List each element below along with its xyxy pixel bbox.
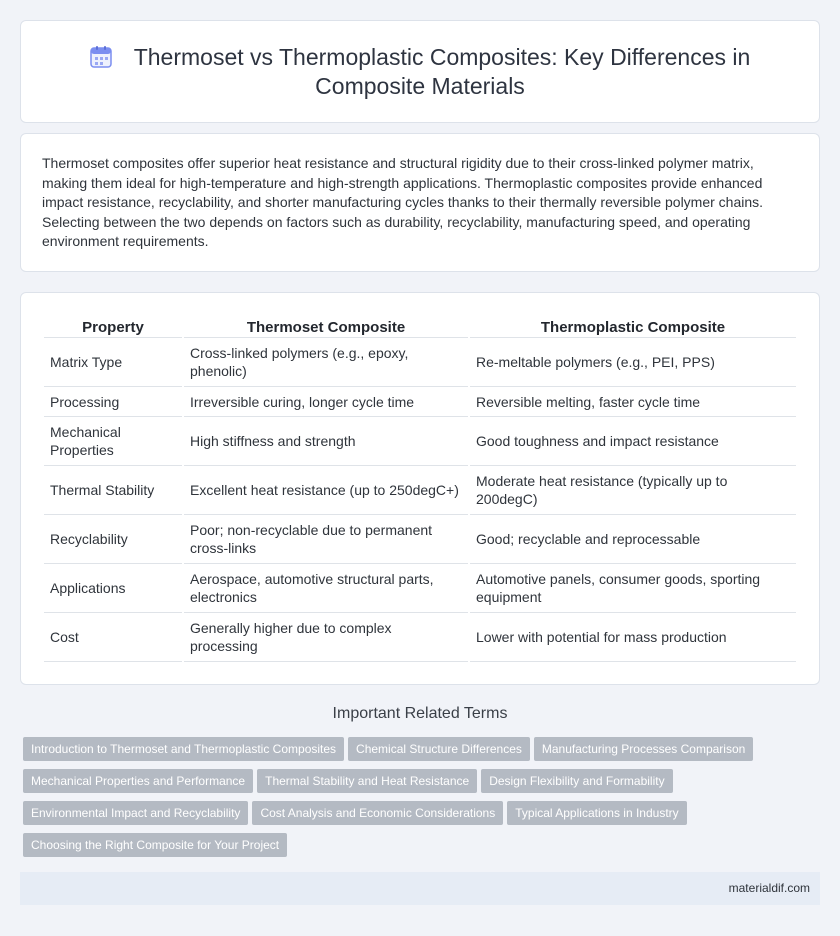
thermoset-cell: Poor; non-recyclable due to permanent cross-links [184, 515, 468, 564]
property-cell: Matrix Type [44, 338, 182, 387]
page-title: Thermoset vs Thermoplastic Composites: Key Differences in Composite Materials [133, 44, 751, 99]
title-card [20, 20, 820, 123]
table-row [44, 387, 796, 417]
related-term-link[interactable]: Manufacturing Processes Comparison [534, 737, 753, 761]
column-header-thermoplastic: Thermoplastic Composite [470, 315, 796, 338]
table-row [44, 564, 796, 613]
footer-site-name[interactable]: materialdif.com [728, 881, 810, 895]
table-row [44, 417, 796, 466]
column-header-property: Property [44, 315, 182, 338]
related-term-link[interactable]: Design Flexibility and Formability [481, 769, 672, 793]
related-term-link[interactable]: Typical Applications in Industry [507, 801, 686, 825]
thermoset-cell: High stiffness and strength [184, 417, 468, 466]
related-terms-heading: Important Related Terms [332, 705, 508, 722]
thermoset-cell: Cross-linked polymers (e.g., epoxy, phenolic) [184, 338, 468, 387]
table-header-row [44, 315, 796, 338]
comparison-card [20, 292, 820, 685]
thermoplastic-cell: Good toughness and impact resistance [470, 417, 796, 466]
property-cell: Processing [44, 387, 182, 417]
related-term-link[interactable]: Cost Analysis and Economic Considerations [252, 801, 503, 825]
intro-card [20, 133, 820, 272]
comparison-table [42, 315, 798, 662]
property-cell: Mechanical Properties [44, 417, 182, 466]
calendar-icon [90, 46, 112, 68]
related-term-link[interactable]: Introduction to Thermoset and Thermoplastic Composites [23, 737, 344, 761]
related-term-link[interactable]: Chemical Structure Differences [348, 737, 530, 761]
thermoset-cell: Aerospace, automotive structural parts, electronics [184, 564, 468, 613]
table-row [44, 613, 796, 662]
table-row [44, 466, 796, 515]
related-terms-list [23, 737, 803, 865]
thermoplastic-cell: Moderate heat resistance (typically up to 200degC) [470, 466, 796, 515]
footer-bar [20, 872, 820, 905]
page-title-wrap [81, 43, 759, 101]
thermoplastic-cell: Lower with potential for mass production [470, 613, 796, 662]
thermoset-cell: Generally higher due to complex processing [184, 613, 468, 662]
column-header-thermoset: Thermoset Composite [184, 315, 468, 338]
thermoplastic-cell: Re-meltable polymers (e.g., PEI, PPS) [470, 338, 796, 387]
thermoplastic-cell: Good; recyclable and reprocessable [470, 515, 796, 564]
related-term-link[interactable]: Mechanical Properties and Performance [23, 769, 253, 793]
table-row [44, 338, 796, 387]
table-row [44, 515, 796, 564]
property-cell: Cost [44, 613, 182, 662]
related-term-link[interactable]: Choosing the Right Composite for Your Project [23, 833, 287, 857]
thermoset-cell: Irreversible curing, longer cycle time [184, 387, 468, 417]
related-term-link[interactable]: Thermal Stability and Heat Resistance [257, 769, 477, 793]
thermoset-cell: Excellent heat resistance (up to 250degC+) [184, 466, 468, 515]
intro-paragraph: Thermoset composites offer superior heat resistance and structural rigidity due to their cross-linked polymer matrix, making them ideal for high-temperature and high-strength applications. Thermoplastic composites provide enhanced impact resistance, recyclability, and shorter manufacturing cycles thanks to their thermally reversible polymer chains. Selecting between the two depends on factors such as durability, recyclability, manufacturing speed, and operating environment requirements. [42, 155, 764, 249]
property-cell: Applications [44, 564, 182, 613]
thermoplastic-cell: Reversible melting, faster cycle time [470, 387, 796, 417]
related-term-link[interactable]: Environmental Impact and Recyclability [23, 801, 248, 825]
property-cell: Thermal Stability [44, 466, 182, 515]
property-cell: Recyclability [44, 515, 182, 564]
thermoplastic-cell: Automotive panels, consumer goods, sporting equipment [470, 564, 796, 613]
